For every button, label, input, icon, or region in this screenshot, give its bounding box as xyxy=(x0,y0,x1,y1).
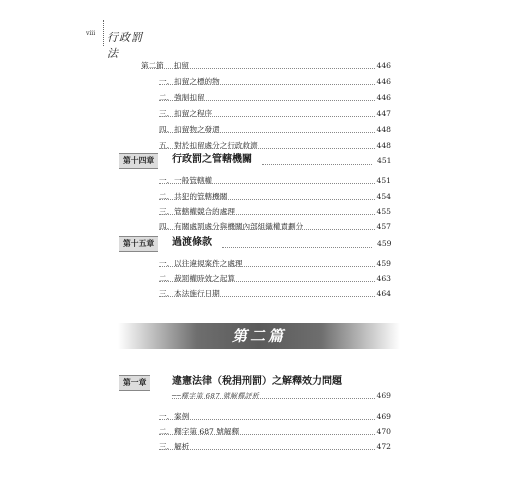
toc-entry[interactable] xyxy=(159,287,391,301)
page-ref: 451 xyxy=(375,174,392,188)
toc-entry[interactable] xyxy=(159,139,391,153)
toc-entry[interactable] xyxy=(159,174,391,188)
leader-dots xyxy=(159,434,391,435)
leader-dots xyxy=(159,281,391,282)
entry-label: 一、以往違規案件之處理 xyxy=(159,257,245,271)
leader-dots xyxy=(159,148,391,149)
toc-entry[interactable] xyxy=(159,440,391,454)
chapter-title: 行政罰之管轄機關 xyxy=(172,152,254,168)
chapter-subtitle: ──釋字第 687 號解釋評析 xyxy=(172,392,260,400)
toc-entry[interactable] xyxy=(159,75,391,89)
toc-entry[interactable] xyxy=(159,205,391,219)
toc-entry[interactable] xyxy=(159,91,391,105)
leader-dots xyxy=(159,449,391,450)
entry-label: 三、管轄權競合的處理 xyxy=(159,205,237,219)
page-ref: 447 xyxy=(375,107,392,121)
page-ref: 448 xyxy=(375,123,392,137)
entry-label: 五、對於扣留處分之行政救濟 xyxy=(159,139,260,153)
toc-entry[interactable] xyxy=(159,220,391,234)
page-ref: 457 xyxy=(375,220,392,234)
leader-dots xyxy=(159,84,391,85)
page-header xyxy=(86,20,146,60)
entry-label: 二、裁罰權時效之起算 xyxy=(159,272,237,286)
page-ref: 459 xyxy=(375,257,392,271)
entry-label: 二、強制扣留 xyxy=(159,91,207,105)
leader-dots xyxy=(262,164,372,165)
page-ref: 446 xyxy=(375,59,392,73)
chapter-tag: 第十五章 xyxy=(119,236,158,252)
header-divider xyxy=(103,20,104,46)
toc-entry[interactable] xyxy=(159,190,391,204)
section-number: 第二節 xyxy=(141,61,164,70)
leader-dots xyxy=(159,229,391,230)
entry-label: 一、扣留之標的物 xyxy=(159,75,222,89)
page-ref: 459 xyxy=(375,237,392,251)
toc-entry[interactable] xyxy=(159,425,391,439)
entry-label: 一、案例 xyxy=(159,410,191,424)
page-ref: 464 xyxy=(375,287,392,301)
entry-label: 四、有關處罰處分與機關內部組織權責劃分 xyxy=(159,220,305,234)
entry-label: 二、釋字第 687 號解釋 xyxy=(159,425,241,439)
part-title: 第二篇 xyxy=(231,327,286,345)
part-banner xyxy=(118,323,400,349)
leader-dots xyxy=(159,116,391,117)
toc-entry[interactable] xyxy=(159,272,391,286)
page-ref: 469 xyxy=(375,410,392,424)
page-ref: 446 xyxy=(375,91,392,105)
leader-dots xyxy=(159,132,391,133)
entry-label: 一、一般管轄權 xyxy=(159,174,214,188)
page-ref: 463 xyxy=(375,272,392,286)
chapter-tag: 第十四章 xyxy=(119,153,158,169)
page-ref: 446 xyxy=(375,75,392,89)
chapter-title: 違憲法律（稅捐刑罰）之解釋效力問題 xyxy=(172,374,344,390)
leader-dots xyxy=(172,398,391,399)
page-ref: 470 xyxy=(375,425,392,439)
page-ref: 454 xyxy=(375,190,392,204)
chapter-tag: 第一章 xyxy=(119,375,150,391)
entry-label: 三、扣留之程序 xyxy=(159,107,214,121)
leader-dots xyxy=(159,266,391,267)
leader-dots xyxy=(159,183,391,184)
leader-dots xyxy=(159,419,391,420)
entry-label: 二、共犯的管轄機關 xyxy=(159,190,229,204)
toc-entry[interactable] xyxy=(159,410,391,424)
leader-dots xyxy=(222,247,372,248)
leader-dots xyxy=(159,100,391,101)
page-ref: 472 xyxy=(375,440,392,454)
leader-dots xyxy=(159,296,391,297)
page-ref: 455 xyxy=(375,205,392,219)
leader-dots xyxy=(141,68,391,69)
toc-entry[interactable] xyxy=(159,107,391,121)
book-title: 行政罰法 xyxy=(107,31,143,60)
toc-entry[interactable] xyxy=(159,257,391,271)
page-ref: 469 xyxy=(376,391,391,400)
page-ref: 451 xyxy=(375,154,392,168)
toc-entry[interactable] xyxy=(159,123,391,137)
entry-label: 三、本法施行日期 xyxy=(159,287,222,301)
page-ref: 448 xyxy=(375,139,392,153)
section-title: 扣留 xyxy=(173,61,189,70)
leader-dots xyxy=(159,199,391,200)
chapter-subtitle-row[interactable] xyxy=(172,390,391,402)
chapter-title: 過渡條款 xyxy=(172,235,214,251)
entry-label: 四、扣留物之發還 xyxy=(159,123,222,137)
entry-label: 三、解析 xyxy=(159,440,191,454)
page-number: viii xyxy=(86,30,96,37)
toc-section-heading[interactable] xyxy=(141,59,391,73)
leader-dots xyxy=(159,214,391,215)
